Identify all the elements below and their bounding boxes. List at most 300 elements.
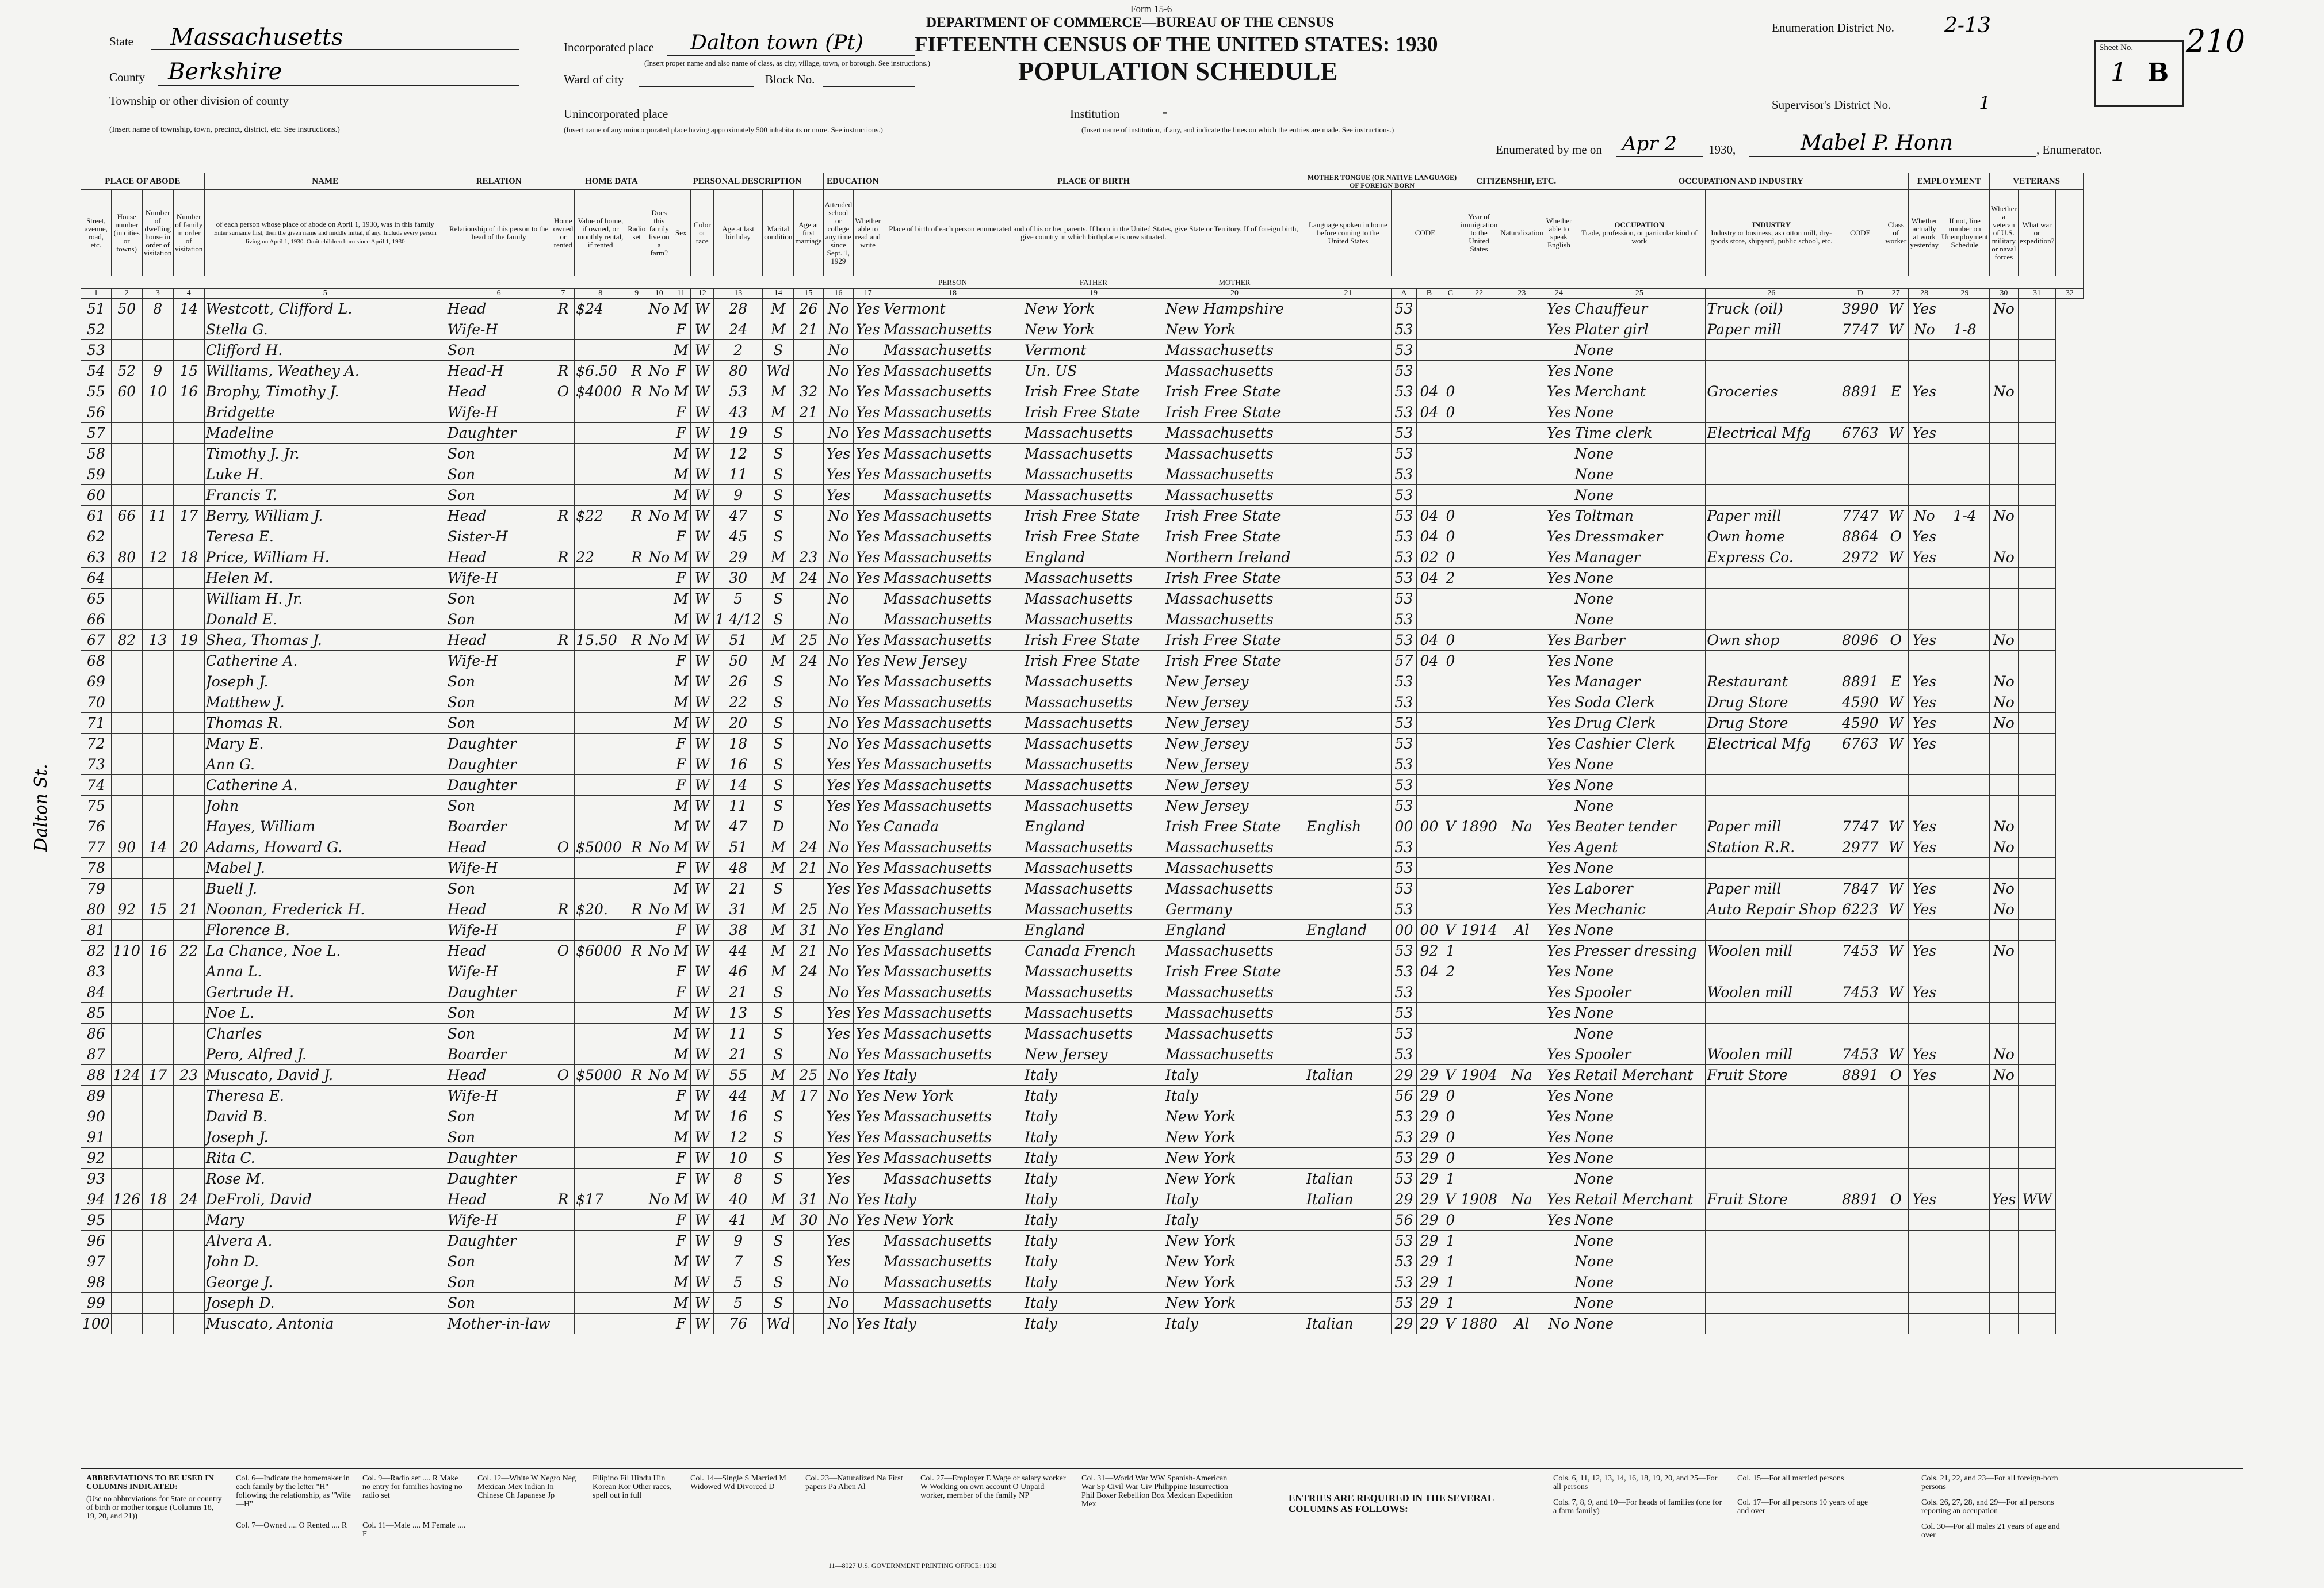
cell-ocode: [1442, 734, 1459, 754]
cell-dwelling: [142, 1210, 173, 1231]
table-row: [81, 630, 2084, 651]
cell-cls: E: [1883, 381, 1909, 402]
cell-age: 13: [714, 1003, 763, 1024]
cell-unemp: [1940, 464, 1990, 485]
cell-atwork: [1909, 1024, 1940, 1044]
cell-lcode: 53: [1391, 361, 1416, 381]
cell-language: [1305, 589, 1391, 609]
cell-war: [2018, 651, 2056, 671]
cell-cls: W: [1883, 1044, 1909, 1065]
cell-immig: [1459, 381, 1499, 402]
cell-dwelling: [142, 671, 173, 692]
cell-mother: Massachusetts: [1164, 340, 1305, 361]
cell-person: Massachusetts: [882, 1106, 1023, 1127]
cell-race: W: [691, 1086, 714, 1106]
cell-language: [1305, 941, 1391, 961]
cell-ocode2: 7453: [1837, 941, 1883, 961]
cell-ocode: [1442, 879, 1459, 899]
cell-dwelling: [142, 589, 173, 609]
cell-house: [111, 858, 142, 879]
cell-age: 30: [714, 568, 763, 589]
cell-mother: Irish Free State: [1164, 816, 1305, 837]
cell-atwork: Yes: [1909, 1044, 1940, 1065]
cell-language: [1305, 879, 1391, 899]
cell-person: Massachusetts: [882, 796, 1023, 816]
supervisor-label: Supervisor's District No.: [1772, 98, 1891, 112]
cell-radio: [626, 299, 647, 319]
cell-race: W: [691, 816, 714, 837]
cell-atwork: No: [1909, 506, 1940, 526]
cell-married-age: [794, 423, 823, 444]
cell-marital: S: [763, 671, 794, 692]
cell-mother: Massachusetts: [1164, 879, 1305, 899]
cell-school: Yes: [823, 1003, 854, 1024]
cell-farm: [647, 879, 671, 899]
cell-family: [173, 734, 204, 754]
cell-person: Massachusetts: [882, 423, 1023, 444]
table-row: [81, 506, 2084, 526]
cell-owned: [552, 1231, 575, 1251]
cell-industry: Paper mill: [1706, 506, 1837, 526]
cell-lcode: 53: [1391, 1272, 1416, 1293]
cell-owned: [552, 1044, 575, 1065]
cell-sex: M: [671, 1106, 691, 1127]
cell-cls: W: [1883, 899, 1909, 920]
cell-war: [2018, 692, 2056, 713]
cell-father: Irish Free State: [1023, 651, 1164, 671]
cell-language: [1305, 568, 1391, 589]
cell-married-age: [794, 1044, 823, 1065]
cell-occupation: None: [1573, 920, 1706, 941]
cell-farm: No: [647, 1189, 671, 1210]
cell-dwelling: [142, 609, 173, 630]
cell-age: 41: [714, 1210, 763, 1231]
cell-occupation: Spooler: [1573, 1044, 1706, 1065]
line-number: 70: [81, 692, 112, 713]
cell-unemp: [1940, 402, 1990, 423]
cell-ocode2: [1837, 1314, 1883, 1334]
cell-natz: Na: [1499, 1189, 1545, 1210]
cell-relation: Boarder: [446, 1044, 552, 1065]
cell-lcode: 53: [1391, 734, 1416, 754]
cell-family: 16: [173, 381, 204, 402]
cell-sex: M: [671, 340, 691, 361]
cell-industry: [1706, 858, 1837, 879]
cell-atwork: Yes: [1909, 837, 1940, 858]
cell-unemp: [1940, 899, 1990, 920]
cell-owned: [552, 568, 575, 589]
cell-lcode: 53: [1391, 775, 1416, 796]
cell-school: No: [823, 1293, 854, 1314]
cell-value: $6.50: [575, 361, 626, 381]
cell-cls: [1883, 651, 1909, 671]
cell-age: 18: [714, 734, 763, 754]
cell-age: 9: [714, 485, 763, 506]
cell-war: [2018, 734, 2056, 754]
cell-owned: [552, 775, 575, 796]
cell-farm: [647, 1293, 671, 1314]
cell-ocode: [1442, 340, 1459, 361]
cell-family: [173, 920, 204, 941]
cell-war: [2018, 961, 2056, 982]
cell-language: [1305, 1272, 1391, 1293]
cell-owned: [552, 1127, 575, 1148]
cell-married-age: [794, 1169, 823, 1189]
cell-vet: [1989, 734, 2018, 754]
cell-unemp: [1940, 361, 1990, 381]
cell-mother: Massachusetts: [1164, 837, 1305, 858]
cell-relation: Son: [446, 1293, 552, 1314]
cell-cls: [1883, 1148, 1909, 1169]
cell-cls: W: [1883, 423, 1909, 444]
cell-married-age: 17: [794, 1086, 823, 1106]
cell-atwork: [1909, 1231, 1940, 1251]
cell-father: Italy: [1023, 1086, 1164, 1106]
cell-ocode2: 7747: [1837, 319, 1883, 340]
cell-read: [854, 485, 882, 506]
col-at-work: Whether actually at work yesterday: [1909, 190, 1940, 276]
cell-name: Mary: [204, 1210, 446, 1231]
abbrev-col14: Col. 14—Single S Married M Widowed Wd Divorced D: [690, 1474, 786, 1491]
cell-marital: S: [763, 1044, 794, 1065]
cell-race: W: [691, 1189, 714, 1210]
cell-dwelling: [142, 713, 173, 734]
cell-industry: [1706, 1169, 1837, 1189]
cell-family: [173, 1314, 204, 1334]
cell-age: 44: [714, 941, 763, 961]
cell-person: Massachusetts: [882, 713, 1023, 734]
cell-father: Vermont: [1023, 340, 1164, 361]
cell-married-age: [794, 692, 823, 713]
cell-immig: [1459, 506, 1499, 526]
enumerator-label: , Enumerator.: [2036, 143, 2102, 156]
cell-owned: [552, 1086, 575, 1106]
cell-ocode2: [1837, 775, 1883, 796]
cell-sex: M: [671, 1251, 691, 1272]
cell-race: W: [691, 1169, 714, 1189]
cell-name: Madeline: [204, 423, 446, 444]
cell-lcode: 53: [1391, 692, 1416, 713]
cell-house: [111, 526, 142, 547]
cell-value: [575, 713, 626, 734]
cell-race: W: [691, 1210, 714, 1231]
cell-family: [173, 1169, 204, 1189]
township-label: Township or other division of county: [109, 94, 289, 108]
cell-unemp: [1940, 609, 1990, 630]
cell-ocode: 0: [1442, 526, 1459, 547]
cell-age: 40: [714, 1189, 763, 1210]
cell-natz: [1499, 837, 1545, 858]
cell-ocode2: 7847: [1837, 879, 1883, 899]
cell-war: [2018, 1210, 2056, 1231]
entries-1: Cols. 6, 11, 12, 13, 14, 16, 18, 19, 20, and 25—For all persons: [1553, 1474, 1718, 1491]
cell-mother: Italy: [1164, 1065, 1305, 1086]
group-relation: RELATION: [446, 173, 552, 190]
cell-ccode: [1416, 734, 1442, 754]
cell-married-age: 24: [794, 568, 823, 589]
cell-person: Massachusetts: [882, 1293, 1023, 1314]
cell-relation: Wife-H: [446, 961, 552, 982]
cell-ocode: V: [1442, 816, 1459, 837]
cell-age: 29: [714, 547, 763, 568]
cell-family: [173, 1272, 204, 1293]
cell-age: 44: [714, 1086, 763, 1106]
cell-mother: New Jersey: [1164, 692, 1305, 713]
cell-relation: Head: [446, 299, 552, 319]
cell-ocode2: 8864: [1837, 526, 1883, 547]
cell-value: $17: [575, 1189, 626, 1210]
cell-farm: [647, 319, 671, 340]
cell-value: [575, 858, 626, 879]
cell-war: [2018, 1024, 2056, 1044]
cell-school: No: [823, 1065, 854, 1086]
cell-farm: [647, 444, 671, 464]
cell-person: Massachusetts: [882, 775, 1023, 796]
cell-radio: [626, 1169, 647, 1189]
cell-ocode2: 4590: [1837, 713, 1883, 734]
cell-sex: F: [671, 1086, 691, 1106]
cell-farm: No: [647, 630, 671, 651]
cell-value: [575, 1003, 626, 1024]
cell-family: [173, 1106, 204, 1127]
table-row: [81, 444, 2084, 464]
cell-married-age: [794, 879, 823, 899]
cell-unemp: [1940, 340, 1990, 361]
cell-language: [1305, 506, 1391, 526]
column-number: 21: [1305, 289, 1391, 299]
cell-ccode: 29: [1416, 1148, 1442, 1169]
col-married-age: Age at first marriage: [794, 190, 823, 276]
cell-natz: [1499, 734, 1545, 754]
cell-married-age: 25: [794, 899, 823, 920]
cell-atwork: [1909, 1127, 1940, 1148]
cell-immig: [1459, 858, 1499, 879]
cell-value: [575, 1106, 626, 1127]
cell-ocode: [1442, 899, 1459, 920]
abbrev-title: ABBREVIATIONS TO BE USED IN COLUMNS INDICATED:: [86, 1474, 214, 1491]
cell-industry: [1706, 1231, 1837, 1251]
cell-ocode2: [1837, 485, 1883, 506]
cell-ccode: [1416, 340, 1442, 361]
cell-dwelling: [142, 1148, 173, 1169]
cell-occupation: None: [1573, 1086, 1706, 1106]
cell-owned: R: [552, 899, 575, 920]
cell-age: 76: [714, 1314, 763, 1334]
cell-owned: [552, 858, 575, 879]
cell-natz: [1499, 1044, 1545, 1065]
cell-house: [111, 692, 142, 713]
cell-school: Yes: [823, 1251, 854, 1272]
cell-read: [854, 340, 882, 361]
cell-ocode2: 7453: [1837, 982, 1883, 1003]
cell-farm: [647, 402, 671, 423]
cell-mother: New York: [1164, 1251, 1305, 1272]
cell-age: 10: [714, 1148, 763, 1169]
cell-owned: [552, 609, 575, 630]
cell-vet: No: [1989, 816, 2018, 837]
cell-language: [1305, 858, 1391, 879]
cell-war: [2018, 879, 2056, 899]
cell-marital: M: [763, 319, 794, 340]
cell-sex: F: [671, 402, 691, 423]
cell-family: [173, 526, 204, 547]
cell-industry: [1706, 340, 1837, 361]
cell-lcode: 53: [1391, 1127, 1416, 1148]
cell-radio: [626, 775, 647, 796]
cell-farm: [647, 1210, 671, 1231]
cell-house: 92: [111, 899, 142, 920]
cell-married-age: [794, 734, 823, 754]
cell-cls: [1883, 340, 1909, 361]
cell-house: [111, 609, 142, 630]
table-row: [81, 1251, 2084, 1272]
cell-vet: Yes: [1989, 1189, 2018, 1210]
cell-unemp: [1940, 858, 1990, 879]
cell-owned: O: [552, 837, 575, 858]
cell-radio: [626, 1044, 647, 1065]
cell-name: Thomas R.: [204, 713, 446, 734]
cell-race: W: [691, 361, 714, 381]
cell-radio: [626, 340, 647, 361]
cell-atwork: [1909, 402, 1940, 423]
cell-school: No: [823, 982, 854, 1003]
line-number: 63: [81, 547, 112, 568]
cell-radio: [626, 879, 647, 899]
cell-house: 66: [111, 506, 142, 526]
cell-cls: [1883, 1293, 1909, 1314]
table-row: [81, 1127, 2084, 1148]
cell-vet: [1989, 568, 2018, 589]
cell-atwork: [1909, 1003, 1940, 1024]
cell-occupation: None: [1573, 361, 1706, 381]
cell-father: Massachusetts: [1023, 961, 1164, 982]
group-home: HOME DATA: [552, 173, 671, 190]
cell-race: W: [691, 879, 714, 899]
cell-lcode: 29: [1391, 1065, 1416, 1086]
col-owned: Home owned or rented: [552, 190, 575, 276]
column-number: 3: [142, 289, 173, 299]
cell-language: English: [1305, 816, 1391, 837]
column-number: 4: [173, 289, 204, 299]
cell-farm: [647, 692, 671, 713]
cell-owned: R: [552, 299, 575, 319]
cell-immig: [1459, 879, 1499, 899]
cell-natz: [1499, 1024, 1545, 1044]
cell-lcode: 53: [1391, 941, 1416, 961]
abbrev-col11: Col. 11—Male .... M Female .... F: [362, 1521, 466, 1539]
cell-farm: [647, 340, 671, 361]
cell-race: W: [691, 837, 714, 858]
cell-war: [2018, 1272, 2056, 1293]
cell-vet: [1989, 1127, 2018, 1148]
cell-war: [2018, 381, 2056, 402]
cell-value: [575, 340, 626, 361]
cell-farm: [647, 1272, 671, 1293]
cell-owned: [552, 651, 575, 671]
table-row: [81, 796, 2084, 816]
line-number: 64: [81, 568, 112, 589]
institution-value: -: [1162, 102, 1168, 121]
cell-name: Clifford H.: [204, 340, 446, 361]
cell-race: W: [691, 485, 714, 506]
cell-vet: [1989, 319, 2018, 340]
cell-ocode: 0: [1442, 1210, 1459, 1231]
line-number: 97: [81, 1251, 112, 1272]
cell-mother: New Jersey: [1164, 754, 1305, 775]
cell-age: 43: [714, 402, 763, 423]
cell-farm: [647, 1231, 671, 1251]
abbrev-col31: Col. 31—World War WW Spanish-American War Sp Civil War Civ Philippine Insurrection Phil Boxer Rebellion Box Mexican Expedition Mex: [1081, 1474, 1233, 1509]
cell-marital: S: [763, 754, 794, 775]
cell-radio: [626, 671, 647, 692]
cell-value: [575, 423, 626, 444]
cell-marital: M: [763, 941, 794, 961]
cell-father: Italy: [1023, 1251, 1164, 1272]
abbrev-col9: Col. 9—Radio set .... R Make no entry for families having no radio set: [362, 1474, 462, 1500]
cell-english: Yes: [1545, 547, 1573, 568]
sheet-no-label: Sheet No.: [2099, 43, 2134, 52]
cell-mother: Irish Free State: [1164, 402, 1305, 423]
cell-family: [173, 1293, 204, 1314]
cell-married-age: [794, 982, 823, 1003]
cell-value: [575, 319, 626, 340]
cell-school: No: [823, 319, 854, 340]
cell-cls: W: [1883, 837, 1909, 858]
cell-immig: [1459, 1106, 1499, 1127]
cell-ccode: 29: [1416, 1169, 1442, 1189]
cell-sex: F: [671, 754, 691, 775]
column-number: 10: [647, 289, 671, 299]
cell-house: [111, 423, 142, 444]
cell-lcode: 53: [1391, 319, 1416, 340]
cell-dwelling: [142, 1106, 173, 1127]
cell-immig: [1459, 485, 1499, 506]
cell-cls: [1883, 858, 1909, 879]
cell-industry: [1706, 464, 1837, 485]
cell-farm: [647, 671, 671, 692]
cell-ocode2: 7453: [1837, 1044, 1883, 1065]
cell-value: [575, 1024, 626, 1044]
cell-radio: [626, 319, 647, 340]
cell-relation: Head: [446, 381, 552, 402]
cell-natz: Na: [1499, 1065, 1545, 1086]
cell-vet: [1989, 444, 2018, 464]
cell-unemp: [1940, 775, 1990, 796]
cell-sex: F: [671, 1231, 691, 1251]
cell-married-age: [794, 1148, 823, 1169]
cell-person: Massachusetts: [882, 547, 1023, 568]
table-row: [81, 1272, 2084, 1293]
cell-unemp: [1940, 961, 1990, 982]
cell-language: [1305, 361, 1391, 381]
cell-ccode: 29: [1416, 1293, 1442, 1314]
cell-ocode: [1442, 589, 1459, 609]
cell-marital: S: [763, 1127, 794, 1148]
cell-mother: New York: [1164, 1148, 1305, 1169]
col-family: Number of family in order of visitation: [173, 190, 204, 276]
cell-unemp: [1940, 299, 1990, 319]
cell-school: No: [823, 1189, 854, 1210]
cell-father: New York: [1023, 299, 1164, 319]
cell-english: [1545, 796, 1573, 816]
cell-person: Massachusetts: [882, 402, 1023, 423]
cell-name: George J.: [204, 1272, 446, 1293]
cell-industry: [1706, 920, 1837, 941]
cell-married-age: [794, 1024, 823, 1044]
cell-name: Mary E.: [204, 734, 446, 754]
table-row: [81, 1231, 2084, 1251]
cell-person: Massachusetts: [882, 734, 1023, 754]
